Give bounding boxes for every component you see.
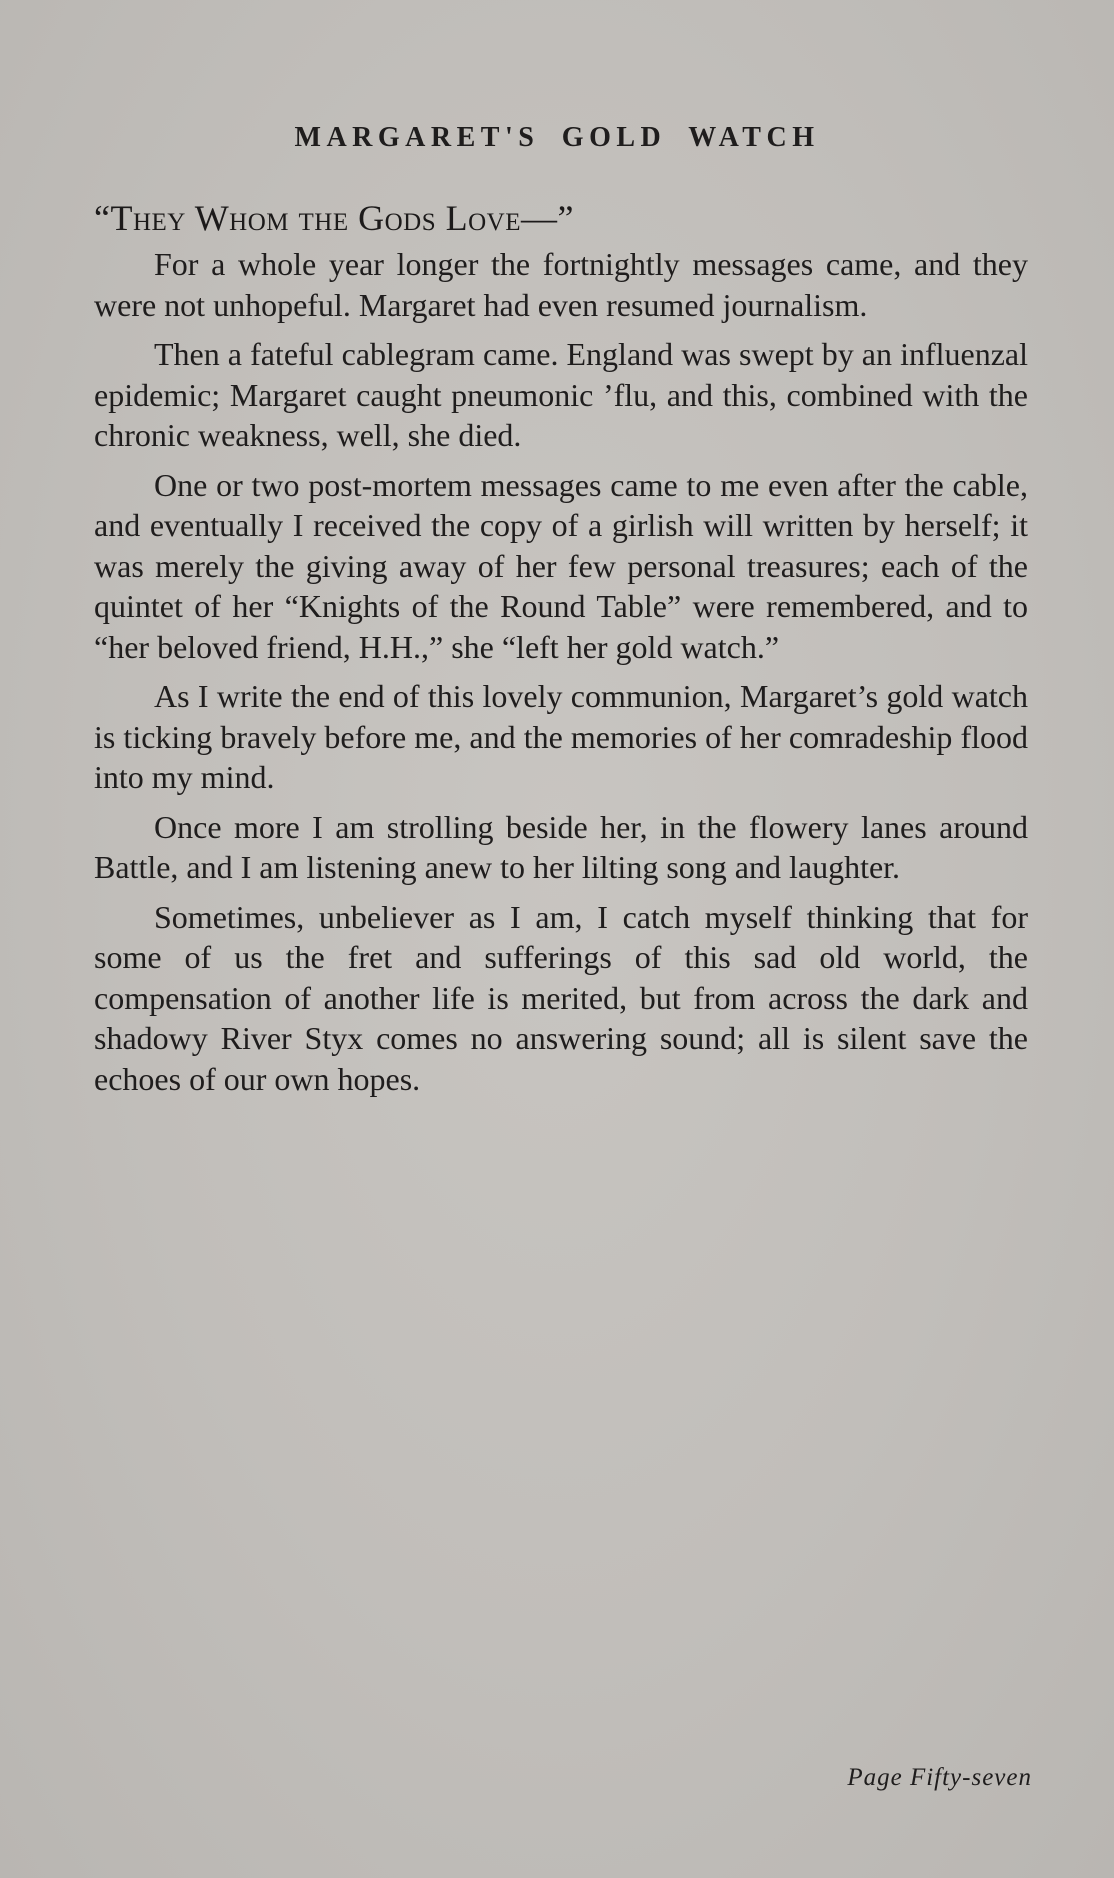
section-title: “They Whom the Gods Love—” bbox=[94, 198, 574, 238]
paragraph: Sometimes, unbeliever as I am, I catch myself thinking that for some of us the fret and sufferings of this sad old world, the compensation of another life is merited, but from across the dark and shadowy River Styx comes no answering sound; all is silent save the echoes of our own hopes. bbox=[94, 898, 1028, 1097]
paragraph: As I write the end of this lovely communion, Margaret’s gold watch is ticking bravely before me, and the memories of her comradeship flood into my mind. bbox=[94, 678, 1028, 795]
paragraph: One or two post-mortem messages came to me even after the cable, and eventually I received the copy of a girlish will written by herself; it was merely the giving away of her few personal treasures; each of the quintet of her “Knights of the Round Table” were remembered, and to “her beloved friend, H.H.,” she “left her gold watch.” bbox=[94, 466, 1028, 665]
running-head: MARGARET'S GOLD WATCH bbox=[294, 122, 820, 153]
paragraph: Once more I am strolling beside her, in the flowery lanes around Battle, and I am listening anew to her lilting song and laughter. bbox=[94, 808, 1028, 885]
paragraph: For a whole year longer the fortnightly messages came, and they were not unhopeful. Margaret had even resumed journalism. bbox=[94, 246, 1028, 323]
text-block bbox=[94, 196, 1028, 1108]
page-number: Page Fifty-seven bbox=[847, 1764, 1032, 1791]
paragraph: Then a fateful cablegram came. England was swept by an influenzal epidemic; Margaret caught pneumonic ’flu, and this, combined with the chronic weakness, well, she died. bbox=[94, 336, 1028, 453]
